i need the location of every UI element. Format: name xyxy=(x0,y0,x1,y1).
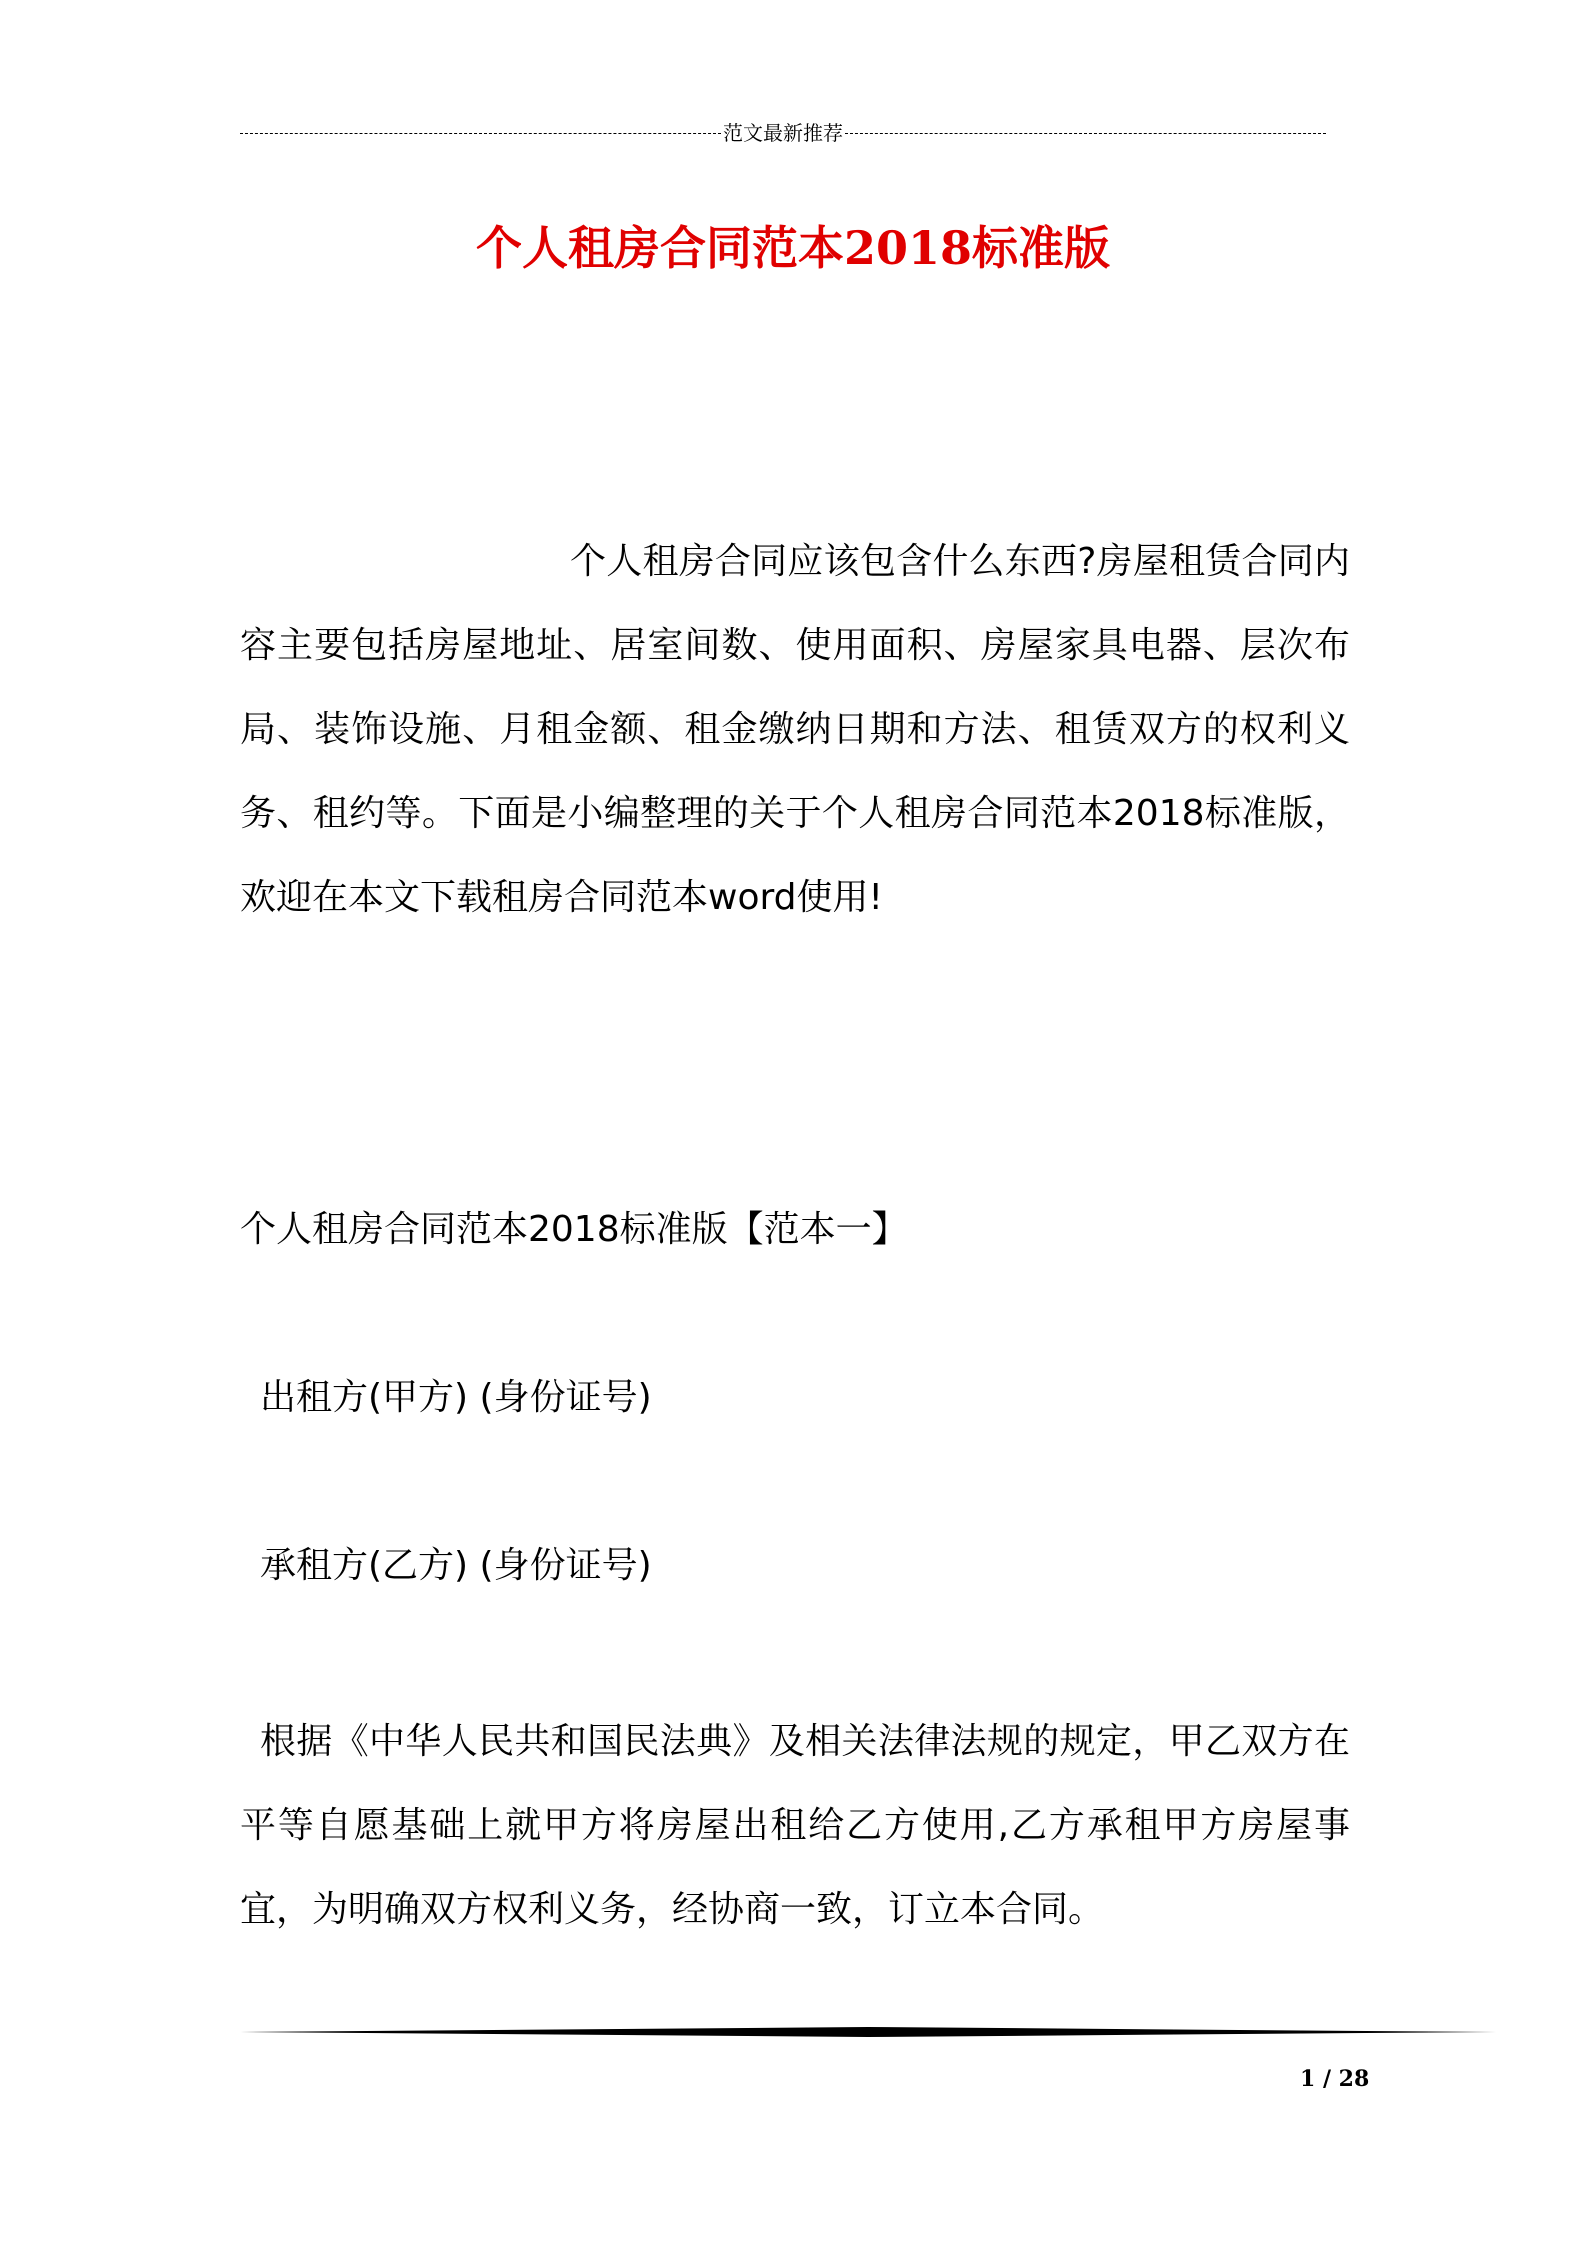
section-title: 个人租房合同范本2018标准版【范本一】 xyxy=(240,1209,908,1250)
header-dashes-right xyxy=(845,133,1326,134)
intro-paragraph: 个人租房合同应该包含什么东西?房屋租赁合同内容主要包括房屋地址、居室间数、使用面积、房屋家具电器、层次布局、装饰设施、月租金额、租金缴纳日期和方法、租赁双方的权利义务、租约等。下面是小编整理的关于个人租房合同范本2018标准版，欢迎在本文下载租房合同范本word使用! xyxy=(240,541,1350,918)
lessee-line: 承租方(乙方) (身份证号) xyxy=(260,1545,652,1586)
header-dashes-left xyxy=(240,133,721,134)
lessor-line: 出租方(甲方) (身份证号) xyxy=(260,1377,652,1418)
document-title: 个人租房合同范本2018标准版 xyxy=(475,221,1111,275)
basis-paragraph: 根据《中华人民共和国民法典》及相关法律法规的规定，甲乙双方在平等自愿基础上就甲方将房屋出租给乙方使用,乙方承租甲方房屋事宜，为明确双方权利义务，经协商一致，订立本合同。 xyxy=(240,1721,1350,1930)
footer-rule xyxy=(240,2027,1496,2037)
page-number: 1 / 28 xyxy=(1300,2066,1370,2092)
header-text: 范文最新推荐 xyxy=(723,120,843,145)
page-header xyxy=(240,116,1326,146)
